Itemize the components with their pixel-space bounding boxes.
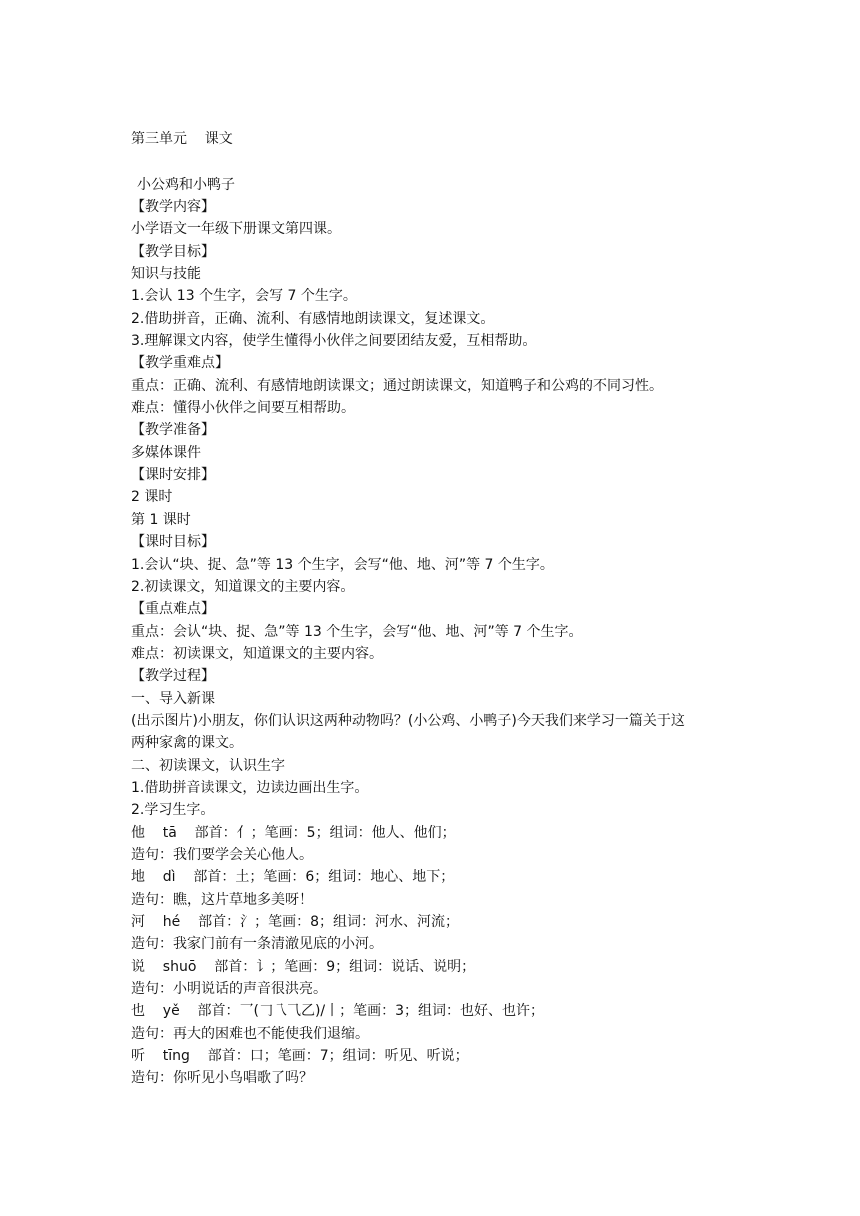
list-item: 1.会认“块、捉、急”等 13 个生字，会写“他、地、河”等 7 个生字。 xyxy=(131,556,554,573)
list-item: 1.借助拼音读课文，边读边画出生字。 xyxy=(131,779,369,796)
paragraph: 多媒体课件 xyxy=(131,444,201,461)
section-heading: 【教学目标】 xyxy=(131,243,215,260)
paragraph: 小学语文一年级下册课文第四课。 xyxy=(131,221,341,238)
paragraph: 知识与技能 xyxy=(131,266,201,283)
document-body xyxy=(131,196,741,1090)
section-heading: 【教学过程】 xyxy=(131,668,215,685)
list-item: 1.会认 13 个生字，会写 7 个生字。 xyxy=(131,288,357,305)
example-sentence: 造句：小明说话的声音很洪亮。 xyxy=(131,981,327,998)
section-heading: 【重点难点】 xyxy=(131,601,215,618)
paragraph: 难点：初读课文，知道课文的主要内容。 xyxy=(131,645,383,662)
unit-title: 第三单元 课文 xyxy=(131,131,233,147)
list-item: 2.学习生字。 xyxy=(131,802,215,819)
character-entry: 听 tīng 部首：口；笔画：7；组词：听见、听说； xyxy=(131,1048,469,1065)
section-heading: 【课时安排】 xyxy=(131,467,215,484)
paragraph: 重点：正确、流利、有感情地朗读课文；通过朗读课文，知道鸭子和公鸡的不同习性。 xyxy=(131,377,663,394)
character-entry: 河 hé 部首：氵；笔画：8；组词：河水、河流； xyxy=(131,914,459,930)
paragraph: 两种家禽的课文。 xyxy=(131,735,243,752)
character-entry: 也 yě 部首：乛(𠃌乁⺄乙)/丨；笔画：3；组词：也好、也许； xyxy=(131,1003,545,1020)
lesson-title: 小公鸡和小鸭子 xyxy=(137,177,235,193)
section-heading: 【教学准备】 xyxy=(131,422,215,439)
paragraph: 一、导入新课 xyxy=(131,690,215,707)
example-sentence: 造句：你听见小鸟唱歌了吗？ xyxy=(131,1070,313,1087)
example-sentence: 造句：再大的困难也不能使我们退缩。 xyxy=(131,1025,369,1042)
paragraph: (出示图片)小朋友，你们认识这两种动物吗？(小公鸡、小鸭子)今天我们来学习一篇关于这 xyxy=(131,712,685,729)
section-heading: 【教学内容】 xyxy=(131,199,215,215)
list-item: 2.借助拼音，正确、流利、有感情地朗读课文，复述课文。 xyxy=(131,310,495,327)
paragraph: 2 课时 xyxy=(131,489,173,506)
section-heading: 【教学重难点】 xyxy=(131,355,229,372)
character-entry: 他 tā 部首：亻；笔画：5；组词：他人、他们； xyxy=(131,824,456,841)
paragraph: 二、初读课文，认识生字 xyxy=(131,757,285,774)
paragraph: 第 1 课时 xyxy=(131,511,191,528)
character-entry: 说 shuō 部首：讠；笔画：9；组词：说话、说明； xyxy=(131,958,476,975)
list-item: 2.初读课文，知道课文的主要内容。 xyxy=(131,578,355,595)
section-heading: 【课时目标】 xyxy=(131,534,215,551)
paragraph: 难点：懂得小伙伴之间要互相帮助。 xyxy=(131,400,355,417)
character-entry: 地 dì 部首：土；笔画：6；组词：地心、地下； xyxy=(131,869,455,886)
paragraph: 重点：会认“块、捉、急”等 13 个生字，会写“他、地、河”等 7 个生字。 xyxy=(131,623,583,640)
example-sentence: 造句：我们要学会关心他人。 xyxy=(131,846,313,863)
example-sentence: 造句：瞧，这片草地多美呀！ xyxy=(131,891,313,908)
list-item: 3.理解课文内容，使学生懂得小伙伴之间要团结友爱，互相帮助。 xyxy=(131,333,537,350)
example-sentence: 造句：我家门前有一条清澈见底的小河。 xyxy=(131,936,383,953)
